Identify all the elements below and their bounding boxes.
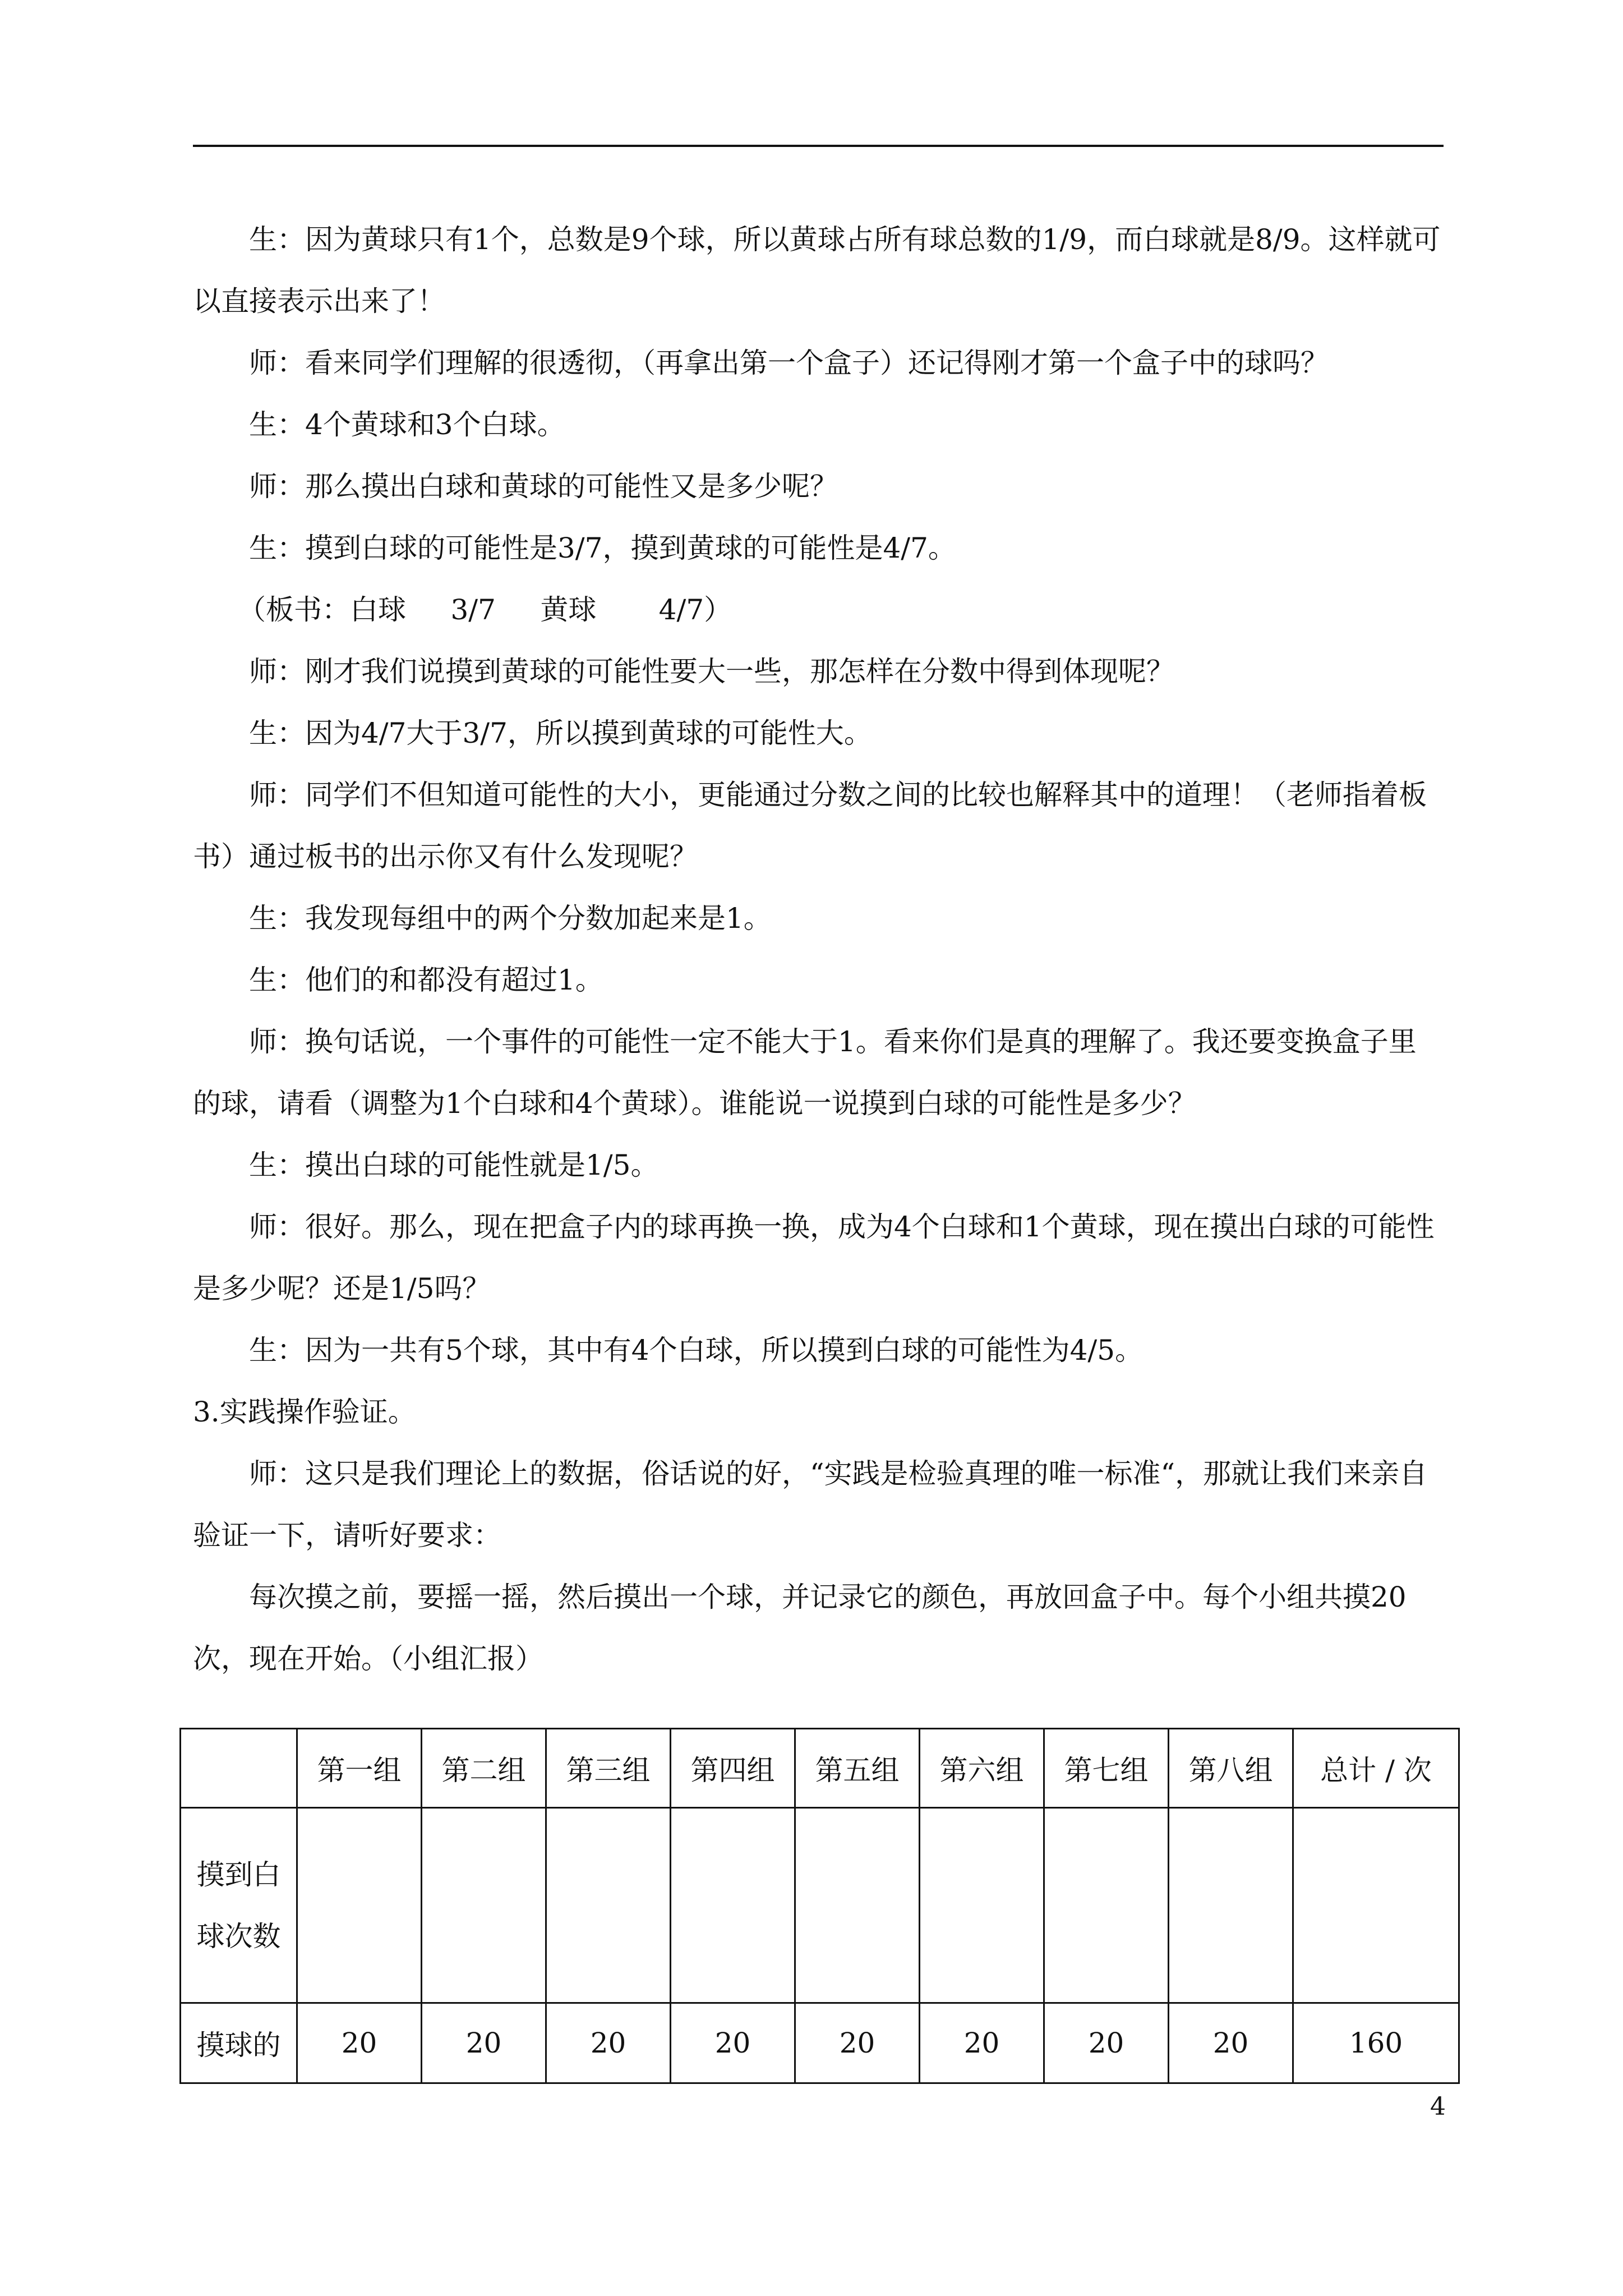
table-cell: 20 [795,2003,920,2083]
table-header-cell: 第三组 [546,1729,671,1808]
table-header-cell: 第八组 [1169,1729,1293,1808]
table-cell: 20 [1169,2003,1293,2083]
row-label [181,2003,297,2083]
row-label [181,1808,297,2003]
table-row [181,2003,1459,2083]
paragraph: 每次摸之前，要摇一摇，然后摸出一个球，并记录它的颜色，再放回盒子中。每个小组共摸20次，现在开始。（小组汇报） [193,1581,1407,1675]
table-cell [297,1808,422,2003]
table-cell [1169,1808,1293,2003]
paragraph: 生：因为一共有5个球，其中有4个白球，所以摸到白球的可能性为4/5。 [249,1334,1144,1366]
paragraph: 师：看来同学们理解的很透彻，（再拿出第一个盒子）还记得刚才第一个盒子中的球吗？ [249,347,1329,379]
table-cell: 20 [920,2003,1044,2083]
paragraph: 生：因为4/7大于3/7，所以摸到黄球的可能性大。 [249,717,872,749]
paragraph: 生：因为黄球只有1个，总数是9个球，所以黄球占所有球总数的1/9，而白球就是8/9。这样就可以直接表示出来了！ [193,223,1441,318]
page-number: 4 [1430,2092,1446,2121]
table-header-cell: 第六组 [920,1729,1044,1808]
table-cell: 160 [1293,2003,1459,2083]
paragraph: 生：他们的和都没有超过1。 [249,964,603,996]
document-body [193,209,1444,1690]
paragraph: 生：我发现每组中的两个分数加起来是1。 [249,902,772,935]
row-label-line: 摸到白 [196,1858,281,1891]
table-header-cell: 第四组 [671,1729,795,1808]
board-note: （板书：白球 3/7 黄球 4/7） [238,593,732,626]
row-label-line: 球次数 [196,1920,281,1953]
table-header-cell: 第五组 [795,1729,920,1808]
table-cell: 20 [1044,2003,1169,2083]
table-cell: 20 [546,2003,671,2083]
paragraph: 师：那么摸出白球和黄球的可能性又是多少呢？ [249,470,838,503]
table-cell: 20 [297,2003,422,2083]
table-header-row [181,1729,1459,1808]
section-heading: 3.实践操作验证。 [193,1396,416,1428]
paragraph: 生：4个黄球和3个白球。 [249,408,565,441]
table-cell [671,1808,795,2003]
paragraph: 师：刚才我们说摸到黄球的可能性要大一些，那怎样在分数中得到体现呢？ [249,655,1174,688]
table-header-cell: 第二组 [422,1729,546,1808]
table-cell: 20 [422,2003,546,2083]
paragraph: 师：这只是我们理论上的数据，俗话说的好，“实践是检验真理的唯一标准“，那就让我们来亲自验证一下，请听好要求： [193,1457,1428,1552]
table-row [181,1808,1459,2003]
table-header-cell: 第七组 [1044,1729,1169,1808]
paragraph: 生：摸出白球的可能性就是1/5。 [249,1149,659,1181]
table-cell [795,1808,920,2003]
table-header-cell [181,1729,297,1808]
table-cell [546,1808,671,2003]
paragraph: 师：换句话说，一个事件的可能性一定不能大于1。看来你们是真的理解了。我还要变换盒子里的球，请看（调整为1个白球和4个黄球）。谁能说一说摸到白球的可能性是多少？ [193,1025,1417,1120]
table-cell [920,1808,1044,2003]
paragraph: 师：很好。那么，现在把盒子内的球再换一换，成为4个白球和1个黄球，现在摸出白球的可能性是多少呢？还是1/5吗？ [193,1211,1435,1305]
row-label-line: 摸球的 [196,2029,281,2062]
table-cell: 20 [671,2003,795,2083]
table-header-cell: 第一组 [297,1729,422,1808]
table-cell [422,1808,546,2003]
results-table [179,1728,1460,2084]
paragraph: 生：摸到白球的可能性是3/7，摸到黄球的可能性是4/7。 [249,532,956,564]
table-cell [1044,1808,1169,2003]
header-rule [193,145,1444,147]
table-cell [1293,1808,1459,2003]
paragraph: 师：同学们不但知道可能性的大小，更能通过分数之间的比较也解释其中的道理！（老师指着板书）通过板书的出示你又有什么发现呢？ [193,779,1427,873]
table-header-cell: 总计 / 次 [1293,1729,1459,1808]
